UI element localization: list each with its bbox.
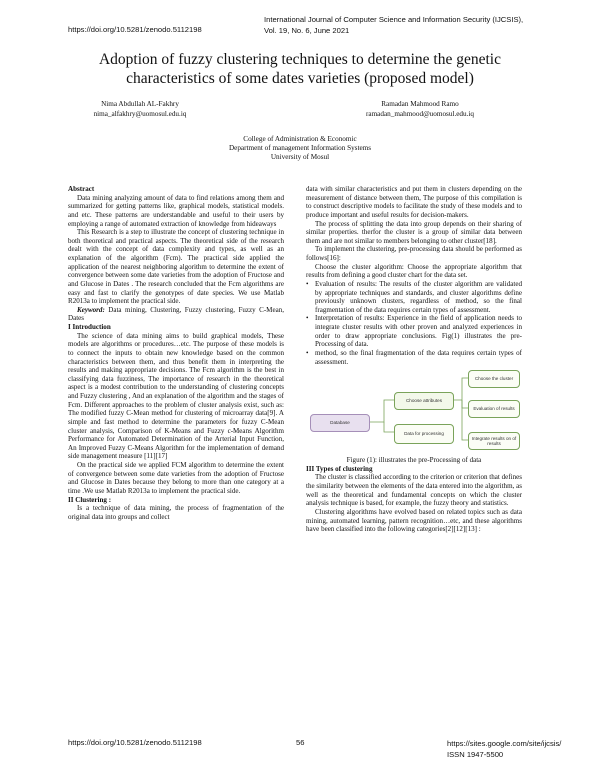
affiliation-line-2: Department of management Information Systems [228,143,372,152]
database-box: Database [310,414,370,432]
introduction-paragraph-1: The science of data mining aims to build graphical models, These models are algorithms or procedures…etc. The purpose of these models is to connect the inputs to obtain new knowledge based on the common characteristics between them, and thus benefit them in interpreting the results and making appropriate decisions. The Fcm algorithm is the best in classifying data fuzziness, The importance of research in the theoretical aspect is a modest contribution to the understanding of clustering concepts and Fuzzy clustering , And an explanation of the algorithm and the stages of Fcm. Different approaches to the problem of cluster analysis exist, such as: The modified fuzzy C-Mean method for clustering of microarray data[9]. A simple and fast method to determine the parameters for fuzzy C-Mean cluster analysis, Comparison of K-Means and Fuzzy c-Means Algorithm Performance for Automated Determination of the Arterial Input Function, An Improved Fuzzy C-Means Algorithm for the implementation of demand side management measure [11][17] [68,331,284,461]
integrate-results-box: Integrate results on of results [468,432,520,450]
author-1-name: Nima Abdullah AL-Fakhry [101,100,179,108]
choose-cluster-box: Choose the cluster [468,370,520,388]
footer-right [447,738,561,760]
affiliation [150,135,450,161]
author-1 [80,100,200,119]
figure-caption: Figure (1): illustrates the pre-Processing of data [346,456,482,465]
header-doi: https://doi.org/10.5281/zenodo.5112198 [68,25,202,34]
title-line-1: Adoption of fuzzy clustering techniques to determine the genetic [98,51,501,68]
title-line-2: characteristics of some dates varieties (proposed model) [126,70,474,87]
header-journal [264,14,564,36]
evaluation-box: Evaluation of results [468,400,520,418]
affiliation-line-3: University of Mosul [270,152,330,161]
footer-site: https://sites.google.com/site/ijcsis/ [447,739,562,748]
footer-issn: ISSN 1947-5500 [447,750,504,759]
journal-line-1: International Journal of Computer Science and Information Security (IJCSIS), [264,15,524,24]
introduction-heading: I Introduction [68,323,111,331]
author-2 [360,100,480,119]
types-paragraph-1: The cluster is classified according to the criterion or criterion that defines the similarity between the elements of the data entered into the algorithm, as well as the theoretical and fundamental concepts on which the cluster analysis technique is based, for example, the fuzzy theory and statistics. [306,473,522,508]
abstract-paragraph-2: This Research is a step to illustrate the concept of clustering technique in both theoretical and practical aspects. The theoretical side of the research dealt with the concept of data complexity and types, as well as an explanation of the algorithm (Fcm). The practical side applied the application of the nearest neighboring algorithm to determine the extent of convergence between some date varieties from the adoption of Fructose and and Glucose in Dates . The research concluded that the Fcm algorithms are easy and fast to clarify the genotypes of date species. We use Matlab R2013a to implement the practical side. [68,228,284,306]
journal-line-2: Vol. 19, No. 6, June 2021 [264,26,350,35]
left-column [68,185,284,521]
bullet-item: • method, so the final fragmentation of the data requires certain types of assessment. [306,348,522,366]
bullet-item: • Interpretation of results: Experience in the field of application needs to integrate cluster results with other proven and analyzed experiences in order to draw appropriate conclusions. Fig(1) illustrates the pre-Processing of data. [306,314,522,349]
clustering-heading: II Clustering : [68,495,112,504]
keywords [68,306,284,323]
keywords-text: Data mining, Clustering, Fuzzy clustering, Fuzzy C-Mean, Dates [68,305,284,323]
author-2-email: ramadan_mahmood@uomosul.edu.iq [365,109,475,118]
right-paragraph-4: Choose the cluster algorithm: Choose the appropriate algorithm that results from defining a good cluster chart for the data set. [306,262,522,280]
choose-attributes-box: Choose attributes [394,392,454,410]
abstract-paragraph-1: Data mining analyzing amount of data to find relations among them and summarized for getting patterns like, graphical models, statistical models. and etc. These patterns are understandable and useful to their users by employing a range of automated extraction of knowledge from hideaways [68,193,284,228]
introduction-paragraph-2: On the practical side we applied FCM algorithm to determine the extent of convergence between some date varieties from the adoption of Fructose and Glucose in Dates because they belong to more than one category at a time .We use Matlab R2013a to implement the practical side. [68,461,284,495]
figure-1-diagram [306,370,522,454]
right-paragraph-2: The process of splitting the data into group depends on their sharing of similar properties. therfor the cluster is a group of similar data between them and are not similar to members belonging to other cluster[18]. [306,219,522,245]
keywords-label: Keyword: [77,305,105,314]
paper-title [60,50,540,88]
clustering-paragraph-1: Is a technique of data mining, the process of fragmentation of the original data into groups and collect [68,504,284,521]
bullet-icon: • [306,279,309,288]
page-number: 56 [296,738,305,747]
data-processing-box: Data for processing [394,424,454,444]
types-heading: III Types of clustering [306,464,373,473]
affiliation-line-1: College of Administration & Economic [243,135,357,143]
author-2-name: Ramadan Mahmood Ramo [381,100,459,108]
abstract-heading: Abstract [68,185,95,193]
right-paragraph-3: To implement the clustering, pre-processing data should be performed as follows[16]: [306,245,522,262]
bullet-icon: • [306,314,309,323]
right-column [306,185,522,534]
right-paragraph-1: data with similar characteristics and put them in clusters depending on the measurement of distance between them, The purpose of this compilation is to construct descriptive models to facilitate the study of these models and to produce important and useful results for decision-makers. [306,185,522,219]
bullet-item: • Evaluation of results: The results of the cluster algorithm are validated by appropriate techniques and standards, and cluster algorithms define previously unknown clusters, regardless of method, so the final fragmentation of the data requires certain types of assessment. [306,279,522,314]
bullet-icon: • [306,348,309,357]
types-paragraph-2: Clustering algorithms have evolved based on related topics such as data mining, automated learning, pattern recognition…etc, and these algorithms have been classified into the following categories[2][12][13] : [306,507,522,534]
footer-doi: https://doi.org/10.5281/zenodo.5112198 [68,738,202,747]
author-1-email: nima_alfakhry@uomosul.edu.iq [93,109,187,118]
